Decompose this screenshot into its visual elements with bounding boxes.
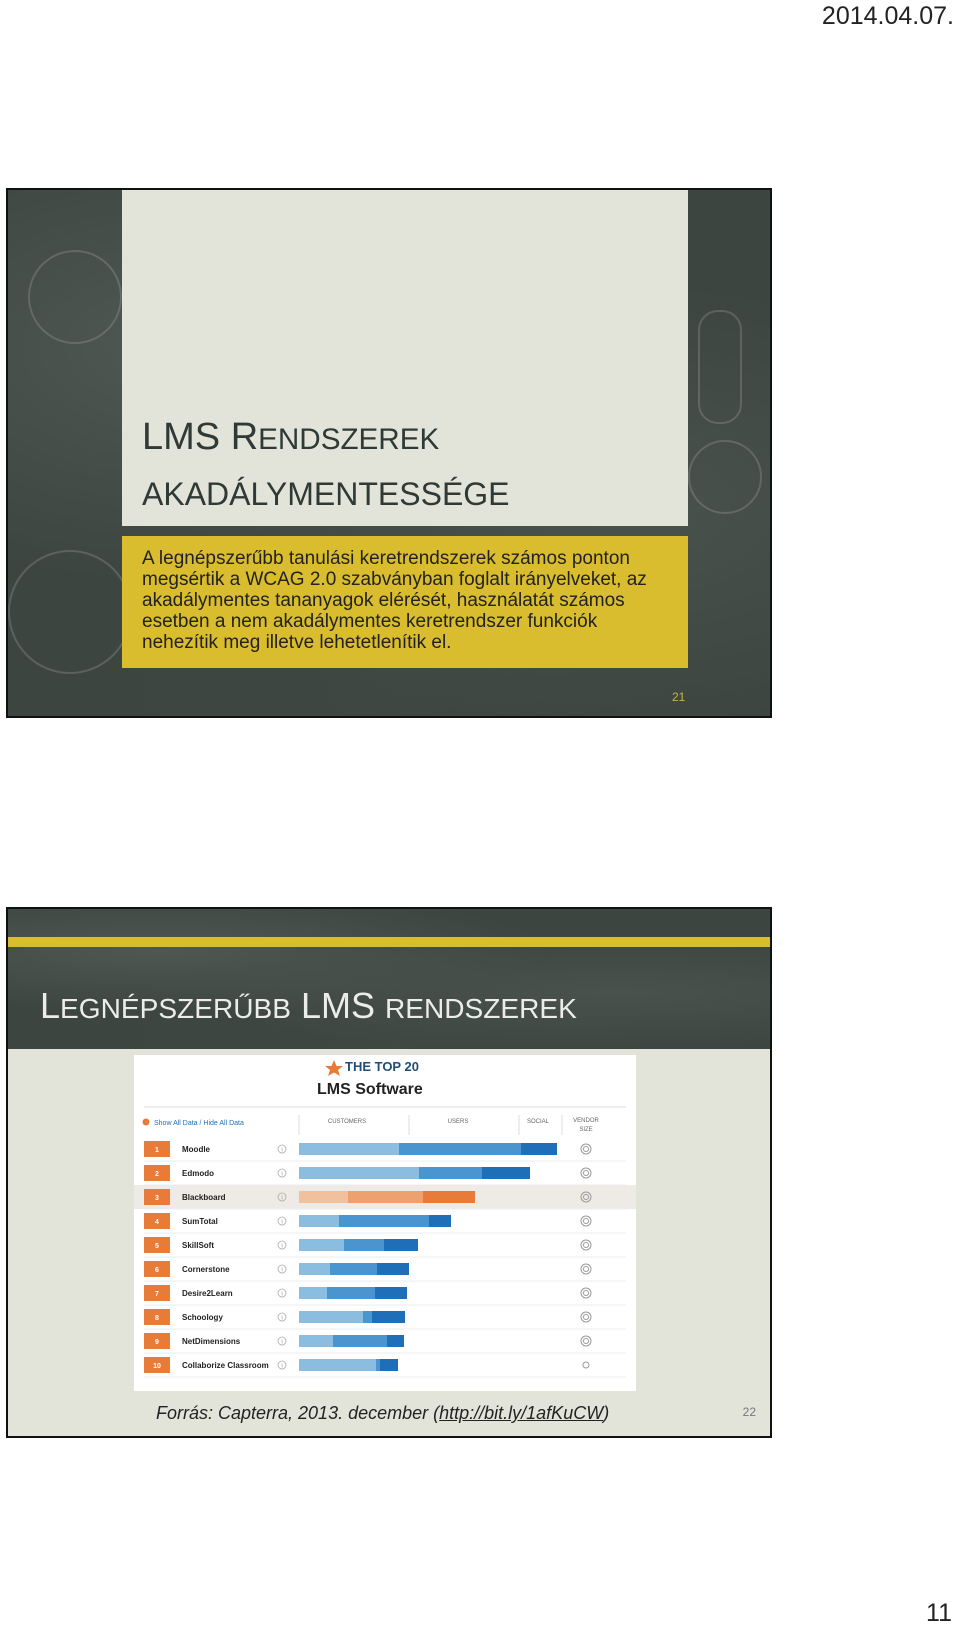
doodle-circle (688, 440, 762, 514)
bar-customers (299, 1311, 363, 1323)
rank-number: 4 (155, 1219, 159, 1226)
doodle-globe (8, 550, 132, 674)
header-stripe (8, 937, 770, 947)
column-header: CUSTOMERS (327, 1119, 367, 1125)
chart-panel (134, 1055, 636, 1391)
vendor-name: Edmodo (182, 1169, 214, 1178)
info-icon-glyph: i (281, 1339, 283, 1346)
rank-number: 2 (155, 1171, 159, 1178)
vendor-size-icon (584, 1171, 589, 1176)
summary-box (122, 536, 688, 668)
info-icon-glyph: i (281, 1219, 283, 1226)
vendor-size-icon (581, 1336, 591, 1346)
bar-users (348, 1191, 423, 1203)
vendor-name: Cornerstone (182, 1265, 230, 1274)
bar-users (333, 1335, 387, 1347)
vendor-size-icon (581, 1240, 591, 1250)
bar-customers (299, 1215, 339, 1227)
bar-users (363, 1311, 372, 1323)
slide-21 (6, 188, 772, 718)
bar-customers (299, 1143, 399, 1155)
info-icon-glyph: i (281, 1267, 283, 1274)
vendor-name: Blackboard (182, 1193, 226, 1202)
bar-customers (299, 1239, 344, 1251)
vendor-name: Collaborize Classroom (182, 1361, 269, 1370)
slide-number: 21 (672, 690, 686, 704)
bar-customers (299, 1359, 376, 1371)
bar-social (375, 1287, 407, 1299)
vendor-size-icon (584, 1339, 589, 1344)
bar-users (339, 1215, 429, 1227)
vendor-size-icon (584, 1267, 589, 1272)
bar-social (387, 1335, 404, 1347)
vendor-size-icon (584, 1243, 589, 1248)
bar-social (423, 1191, 475, 1203)
rank-number: 10 (153, 1363, 161, 1370)
rank-number: 6 (155, 1267, 159, 1274)
bar-users (399, 1143, 521, 1155)
show-hide-toggle[interactable]: Show All Data / Hide All Data (154, 1120, 244, 1127)
title-box (122, 190, 688, 526)
bar-customers (299, 1335, 333, 1347)
rank-number: 5 (155, 1243, 159, 1250)
bar-customers (299, 1167, 419, 1179)
bar-customers (299, 1287, 327, 1299)
vendor-size-icon (583, 1362, 589, 1368)
bar-social (380, 1359, 398, 1371)
vendor-name: Schoology (182, 1313, 223, 1322)
info-icon-glyph: i (281, 1147, 283, 1154)
vendor-size-icon (584, 1219, 589, 1224)
info-icon-glyph: i (281, 1363, 283, 1370)
vendor-name: Moodle (182, 1145, 210, 1154)
slide-22 (6, 907, 772, 1438)
rank-number: 8 (155, 1315, 159, 1322)
vendor-size-icon (581, 1264, 591, 1274)
vendor-size-icon (581, 1144, 591, 1154)
vendor-size-icon (581, 1312, 591, 1322)
vendor-size-icon (584, 1147, 589, 1152)
vendor-size-icon (584, 1291, 589, 1296)
slide-title-line1: LMS RENDSZEREK (142, 416, 440, 458)
bar-users (344, 1239, 384, 1251)
bar-social (429, 1215, 451, 1227)
bar-social (521, 1143, 557, 1155)
doodle-circle (28, 250, 122, 344)
vendor-size-icon (584, 1315, 589, 1320)
column-header: USERS (447, 1119, 469, 1125)
info-icon-glyph: i (281, 1291, 283, 1298)
bar-users (330, 1263, 377, 1275)
vendor-size-icon (581, 1168, 591, 1178)
doodle-microscope (698, 310, 742, 424)
source-link[interactable]: http://bit.ly/1afKuCW (439, 1403, 604, 1423)
bar-social (372, 1311, 405, 1323)
column-header: VENDOR (573, 1118, 599, 1124)
bar-social (377, 1263, 409, 1275)
bar-customers (299, 1191, 348, 1203)
star-icon (325, 1060, 343, 1076)
slide-title-line2: AKADÁLYMENTESSÉGE (142, 476, 510, 512)
page-date: 2014.04.07. (821, 2, 954, 30)
chart-title-line2: LMS Software (317, 1081, 423, 1098)
info-icon-glyph: i (281, 1195, 283, 1202)
source-citation: Forrás: Capterra, 2013. december (http://bit.ly/1afKuCW) (156, 1403, 610, 1423)
vendor-name: Desire2Learn (182, 1289, 233, 1298)
info-icon-glyph: i (281, 1171, 283, 1178)
vendor-name: SkillSoft (182, 1241, 215, 1250)
rank-number: 1 (155, 1147, 159, 1154)
bar-users (376, 1359, 380, 1371)
info-icon (143, 1119, 150, 1126)
bar-users (327, 1287, 375, 1299)
slide-title: LEGNÉPSZERŰBB LMS RENDSZEREK (40, 985, 577, 1026)
vendor-size-icon (581, 1216, 591, 1226)
bar-social (384, 1239, 418, 1251)
summary-text: A legnépszerűbb tanulási keretrendszerek számos ponton megsértik a WCAG 2.0 szabványban foglalt irányelveket, az akadálymentes tananyagok elérését, használatát számos esetben a nem akadálymentes keretrendszer funkciók nehezítik meg illetve lehetetlenítik el. (142, 548, 647, 653)
page-number: 11 (926, 1599, 952, 1627)
info-icon-glyph: i (281, 1315, 283, 1322)
vendor-size-icon (581, 1288, 591, 1298)
vendor-name: SumTotal (182, 1217, 218, 1226)
column-header: SOCIAL (526, 1119, 550, 1125)
info-icon-glyph: i (281, 1243, 283, 1250)
vendor-name: NetDimensions (182, 1337, 241, 1346)
rank-number: 7 (155, 1291, 159, 1298)
chart-title-line1: THE TOP 20 (345, 1059, 419, 1074)
bar-social (482, 1167, 530, 1179)
column-header: SIZE (579, 1127, 593, 1133)
lms-chart (134, 1055, 636, 1391)
slide-number: 22 (742, 1405, 756, 1419)
bar-customers (299, 1263, 330, 1275)
slide-header (8, 909, 770, 1049)
rank-number: 3 (155, 1195, 159, 1202)
rank-number: 9 (155, 1339, 159, 1346)
bar-users (419, 1167, 482, 1179)
